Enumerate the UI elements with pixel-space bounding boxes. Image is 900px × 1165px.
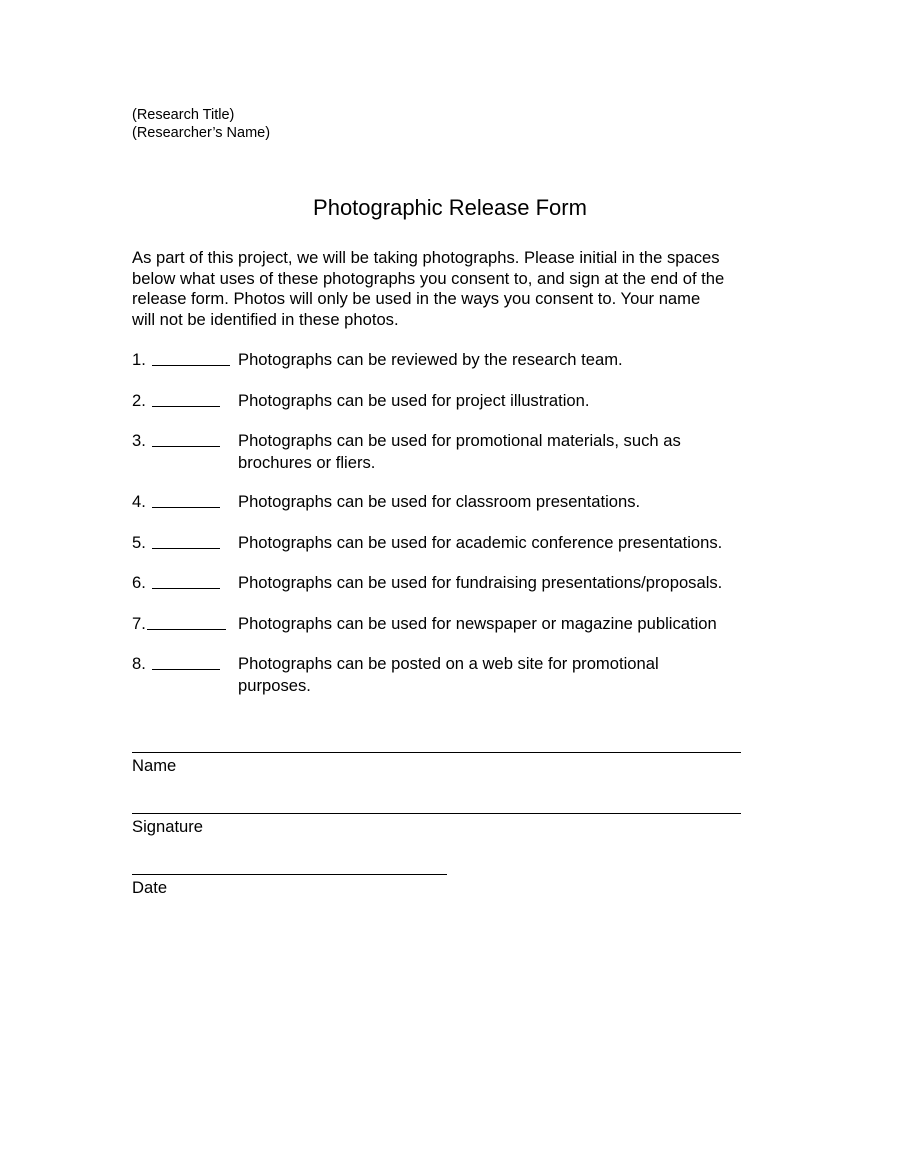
item-text <box>238 491 798 513</box>
item-number: 1. <box>132 350 146 369</box>
item-text-line: Photographs can be used for newspaper or magazine publication <box>238 614 717 633</box>
item-text <box>238 349 798 371</box>
item-text-line: Photographs can be used for project illustration. <box>238 391 590 410</box>
item-number: 2. <box>132 391 146 410</box>
item-text-line: brochures or fliers. <box>238 452 376 472</box>
item-number: 6. <box>132 573 146 592</box>
research-title: (Research Title) <box>132 107 235 123</box>
item-text <box>238 532 798 554</box>
item-text <box>238 572 798 594</box>
initial-blank[interactable] <box>152 446 220 447</box>
intro-line: below what uses of these photographs you consent to, and sign at the end of the <box>132 268 725 288</box>
initial-blank[interactable] <box>152 548 220 549</box>
item-text <box>238 653 798 696</box>
initial-blank[interactable] <box>152 365 230 366</box>
initial-blank[interactable] <box>152 406 220 407</box>
date-label: Date <box>132 878 168 897</box>
item-text-line: purposes. <box>238 675 311 695</box>
initial-blank[interactable] <box>152 669 220 670</box>
intro-line: release form. Photos will only be used in the ways you consent to. Your name <box>132 289 701 308</box>
item-number: 8. <box>132 654 146 673</box>
item-number: 5. <box>132 533 146 552</box>
item-number: 7. <box>132 614 146 633</box>
signature-line[interactable] <box>132 813 741 814</box>
page-title: Photographic Release Form <box>313 195 587 220</box>
date-line[interactable] <box>132 874 447 875</box>
document-header <box>132 106 270 142</box>
item-text-line: Photographs can be used for fundraising presentations/proposals. <box>238 573 723 592</box>
initial-blank[interactable] <box>152 588 220 589</box>
item-text-line: Photographs can be used for promotional materials, such as <box>238 431 681 450</box>
item-text <box>238 430 798 473</box>
item-text <box>238 390 798 412</box>
intro-line: will not be identified in these photos. <box>132 309 399 329</box>
item-text-line: Photographs can be posted on a web site for promotional <box>238 654 659 673</box>
item-text-line: Photographs can be reviewed by the research team. <box>238 350 623 369</box>
intro-line: As part of this project, we will be taking photographs. Please initial in the spaces <box>132 248 720 267</box>
initial-blank[interactable] <box>152 507 220 508</box>
item-text-line: Photographs can be used for academic conference presentations. <box>238 533 723 552</box>
researcher-name: (Researcher’s Name) <box>132 125 271 141</box>
item-number: 4. <box>132 492 146 511</box>
item-number: 3. <box>132 431 146 450</box>
initial-blank[interactable] <box>147 629 226 630</box>
signature-label: Signature <box>132 817 204 836</box>
intro-paragraph <box>132 248 772 330</box>
name-signature-line[interactable] <box>132 752 741 753</box>
name-label: Name <box>132 756 177 775</box>
item-text-line: Photographs can be used for classroom presentations. <box>238 492 641 511</box>
item-text <box>238 613 798 635</box>
